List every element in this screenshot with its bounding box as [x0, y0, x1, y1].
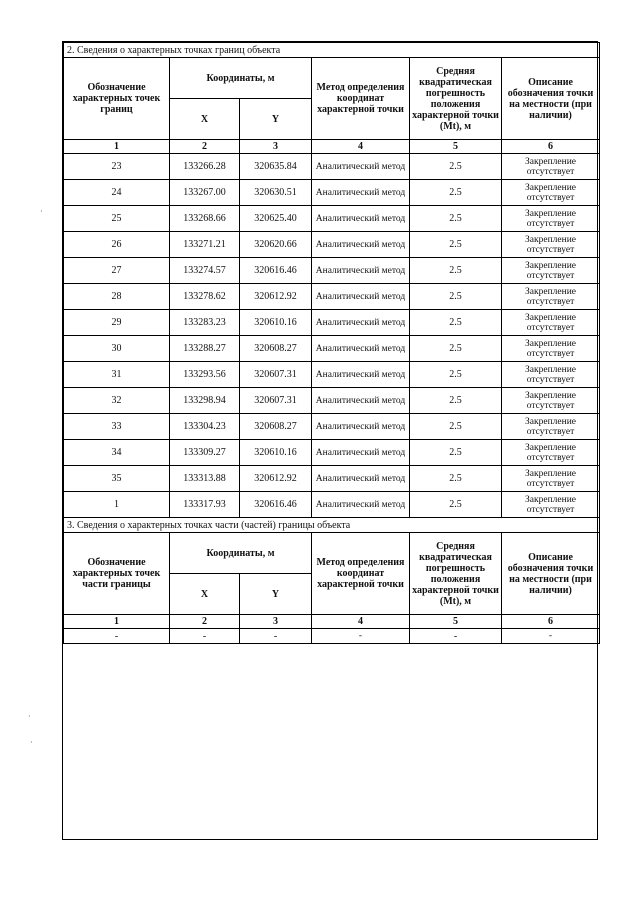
- col-number: 1: [64, 140, 170, 154]
- header-description: Описание обозначения точки на местности (при наличии): [502, 58, 600, 140]
- point-id: 32: [64, 388, 170, 414]
- scan-speck: ·: [28, 712, 31, 721]
- col-number: 2: [170, 615, 240, 629]
- col-number: 2: [170, 140, 240, 154]
- point-id: 27: [64, 258, 170, 284]
- table-row: [64, 284, 600, 310]
- mt-value: 2.5: [410, 258, 502, 284]
- mt-value: -: [410, 629, 502, 644]
- point-description: Закрепление отсутствует: [502, 232, 600, 258]
- mt-value: 2.5: [410, 492, 502, 518]
- coord-x: 133271.21: [170, 232, 240, 258]
- column-numbers-row: [64, 140, 600, 154]
- point-description: Закрепление отсутствует: [502, 466, 600, 492]
- col-number: 1: [64, 615, 170, 629]
- method: Аналитический метод: [312, 310, 410, 336]
- table-row: [64, 492, 600, 518]
- mt-value: 2.5: [410, 180, 502, 206]
- coord-y: 320610.16: [240, 440, 312, 466]
- table-row: [64, 258, 600, 284]
- coord-y: 320616.46: [240, 492, 312, 518]
- mt-value: 2.5: [410, 440, 502, 466]
- point-description: Закрепление отсутствует: [502, 440, 600, 466]
- mt-value: 2.5: [410, 232, 502, 258]
- mt-value: 2.5: [410, 206, 502, 232]
- header-error: Средняя квадратическая погрешность положения характерной точки (Mt), м: [410, 533, 502, 615]
- point-id: 33: [64, 414, 170, 440]
- header-y: Y: [240, 574, 312, 615]
- coord-x: -: [170, 629, 240, 644]
- point-description: Закрепление отсутствует: [502, 336, 600, 362]
- point-description: Закрепление отсутствует: [502, 284, 600, 310]
- method: Аналитический метод: [312, 284, 410, 310]
- section-3-caption: 3. Сведения о характерных точках части (частей) границы объекта: [64, 518, 600, 533]
- point-id: 30: [64, 336, 170, 362]
- coord-x: 133304.23: [170, 414, 240, 440]
- coord-y: 320612.92: [240, 284, 312, 310]
- col-number: 4: [312, 140, 410, 154]
- scan-speck: ·: [30, 738, 33, 747]
- scan-speck: ·: [40, 207, 43, 216]
- boundary-points-table: [63, 42, 600, 518]
- point-description: Закрепление отсутствует: [502, 310, 600, 336]
- header-x: X: [170, 574, 240, 615]
- method: Аналитический метод: [312, 440, 410, 466]
- table-row: [64, 414, 600, 440]
- table-row: [64, 336, 600, 362]
- point-id: 31: [64, 362, 170, 388]
- method: Аналитический метод: [312, 388, 410, 414]
- table-row: [64, 206, 600, 232]
- header-method: Метод определения координат характерной точки: [312, 533, 410, 615]
- coord-x: 133288.27: [170, 336, 240, 362]
- coord-x: 133274.57: [170, 258, 240, 284]
- method: Аналитический метод: [312, 206, 410, 232]
- header-point-designation: Обозначение характерных точек части границы: [64, 533, 170, 615]
- coord-x: 133266.28: [170, 154, 240, 180]
- point-id: 29: [64, 310, 170, 336]
- document-frame: [62, 41, 598, 840]
- coord-y: 320608.27: [240, 414, 312, 440]
- mt-value: 2.5: [410, 310, 502, 336]
- mt-value: 2.5: [410, 336, 502, 362]
- table-row: [64, 466, 600, 492]
- point-description: Закрепление отсутствует: [502, 388, 600, 414]
- table-row: [64, 310, 600, 336]
- table-row: [64, 180, 600, 206]
- table-row: [64, 362, 600, 388]
- coord-y: 320630.51: [240, 180, 312, 206]
- mt-value: 2.5: [410, 388, 502, 414]
- coord-y: 320620.66: [240, 232, 312, 258]
- method: Аналитический метод: [312, 466, 410, 492]
- coord-x: 133293.56: [170, 362, 240, 388]
- point-id: 35: [64, 466, 170, 492]
- method: Аналитический метод: [312, 492, 410, 518]
- coord-x: 133278.62: [170, 284, 240, 310]
- table-row: [64, 154, 600, 180]
- method: Аналитический метод: [312, 414, 410, 440]
- coord-y: 320612.92: [240, 466, 312, 492]
- point-id: -: [64, 629, 170, 644]
- coord-x: 133309.27: [170, 440, 240, 466]
- header-coordinates: Координаты, м: [170, 533, 312, 574]
- point-description: Закрепление отсутствует: [502, 258, 600, 284]
- coord-y: 320625.40: [240, 206, 312, 232]
- point-id: 28: [64, 284, 170, 310]
- point-id: 34: [64, 440, 170, 466]
- col-number: 6: [502, 615, 600, 629]
- point-id: 24: [64, 180, 170, 206]
- mt-value: 2.5: [410, 362, 502, 388]
- table-row: [64, 629, 600, 644]
- coord-y: 320635.84: [240, 154, 312, 180]
- header-error: Средняя квадратическая погрешность положения характерной точки (Mt), м: [410, 58, 502, 140]
- coord-x: 133317.93: [170, 492, 240, 518]
- point-id: 25: [64, 206, 170, 232]
- header-description: Описание обозначения точки на местности (при наличии): [502, 533, 600, 615]
- point-description: Закрепление отсутствует: [502, 206, 600, 232]
- method: Аналитический метод: [312, 258, 410, 284]
- point-description: Закрепление отсутствует: [502, 154, 600, 180]
- mt-value: 2.5: [410, 154, 502, 180]
- coord-y: -: [240, 629, 312, 644]
- method: Аналитический метод: [312, 362, 410, 388]
- col-number: 5: [410, 615, 502, 629]
- coord-x: 133298.94: [170, 388, 240, 414]
- point-description: Закрепление отсутствует: [502, 492, 600, 518]
- mt-value: 2.5: [410, 284, 502, 310]
- mt-value: 2.5: [410, 414, 502, 440]
- coord-x: 133313.88: [170, 466, 240, 492]
- coord-x: 133283.23: [170, 310, 240, 336]
- col-number: 5: [410, 140, 502, 154]
- method: Аналитический метод: [312, 336, 410, 362]
- point-description: Закрепление отсутствует: [502, 414, 600, 440]
- section-2-caption: 2. Сведения о характерных точках границ объекта: [64, 43, 600, 58]
- col-number: 3: [240, 615, 312, 629]
- col-number: 4: [312, 615, 410, 629]
- header-y: Y: [240, 99, 312, 140]
- mt-value: 2.5: [410, 466, 502, 492]
- col-number: 6: [502, 140, 600, 154]
- table-row: [64, 388, 600, 414]
- table-row: [64, 440, 600, 466]
- point-description: Закрепление отсутствует: [502, 362, 600, 388]
- column-numbers-row: [64, 615, 600, 629]
- method: Аналитический метод: [312, 154, 410, 180]
- coord-y: 320607.31: [240, 388, 312, 414]
- method: Аналитический метод: [312, 232, 410, 258]
- point-id: 1: [64, 492, 170, 518]
- coord-y: 320616.46: [240, 258, 312, 284]
- coord-y: 320608.27: [240, 336, 312, 362]
- coord-x: 133267.00: [170, 180, 240, 206]
- point-id: 23: [64, 154, 170, 180]
- part-boundary-points-table: [63, 517, 600, 644]
- table-row: [64, 232, 600, 258]
- header-x: X: [170, 99, 240, 140]
- point-description: Закрепление отсутствует: [502, 180, 600, 206]
- header-method: Метод определения координат характерной точки: [312, 58, 410, 140]
- coord-y: 320610.16: [240, 310, 312, 336]
- coord-y: 320607.31: [240, 362, 312, 388]
- point-id: 26: [64, 232, 170, 258]
- col-number: 3: [240, 140, 312, 154]
- coord-x: 133268.66: [170, 206, 240, 232]
- point-description: -: [502, 629, 600, 644]
- method: Аналитический метод: [312, 180, 410, 206]
- header-point-designation: Обозначение характерных точек границ: [64, 58, 170, 140]
- header-coordinates: Координаты, м: [170, 58, 312, 99]
- method: -: [312, 629, 410, 644]
